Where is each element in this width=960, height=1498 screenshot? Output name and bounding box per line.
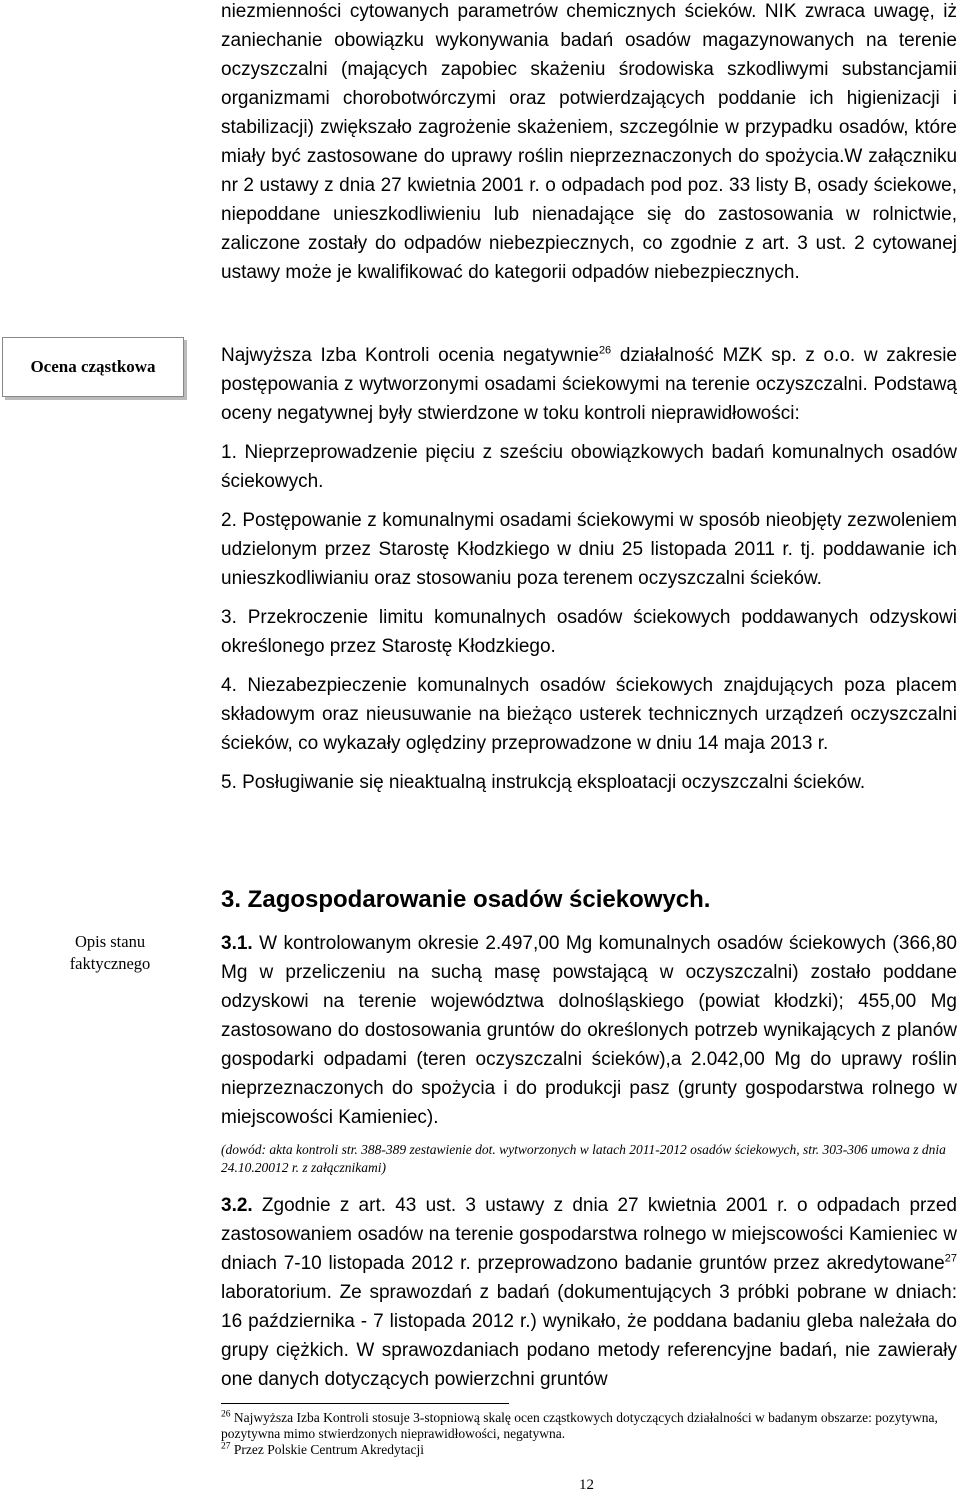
ocena-intro-text: Najwyższa Izba Kontroli ocenia negatywnie [221,345,599,366]
paragraph-text: W kontrolowanym okresie 2.497,00 Mg komunalnych osadów ściekowych (366,80 Mg w przeliczeniu na suchą masę powstającą w oczyszczalni) zostało poddane odzyskowi na terenie województwa dolnośląskiego (powiat kłodzki); 455,00 Mg zastosowano do dostosowania gruntów do określonych potrzeb wynikających z planów gospodarki odpadami (teren oczyszczalni ścieków),a 2.042,00 Mg do uprawy roślin nieprzeznaczonych do spożycia i do produkcji pasz (grunty gospodarstwa rolnego w miejscowości Kamieniec). [221,933,957,1128]
side-label-line: faktycznego [69,954,151,973]
page-number: 12 [579,1477,594,1493]
footnotes [221,1410,957,1458]
paragraph-number: 3.1. [221,933,253,954]
ocena-item: 5. Posługiwanie się nieaktualną instrukcją eksploatacji oczyszczalni ścieków. [221,772,866,793]
footnote-item [221,1442,957,1458]
side-label-line: Opis stanu [74,932,146,951]
ocena-section [221,341,957,797]
ocena-side-label [2,337,184,397]
section3-body [221,929,957,1394]
footnote-text: Najwyższa Izba Kontroli stosuje 3-stopniową skalę ocen cząstkowych dotyczących działalności w badanym obszarze: pozytywna, pozytywna mimo stwierdzonych nieprawidłowości, negatywna. [221,1410,938,1441]
ocena-item: 2. Postępowanie z komunalnymi osadami ściekowymi w sposób nieobjęty zezwoleniem udzielonym przez Starostę Kłodzkiego w dniu 25 listopada 2011 r. tj. poddawanie ich unieszkodliwianiu oraz stosowaniu poza terenem oczyszczalni ścieków. [221,510,957,589]
footnote-separator [221,1403,509,1404]
paragraph-text: Zgodnie z art. 43 ust. 3 ustawy z dnia 27 kwietnia 2001 r. o odpadach przed zastosowaniem osadów na terenie gospodarstwa rolnego w miejscowości Kamieniec w dniach 7-10 listopada 2012 r. przeprowadzono badanie gruntów przez akredytowane [221,1195,957,1274]
paragraph-number: 3.2. [221,1195,253,1216]
paragraph-text: laboratorium. Ze sprawozdań z badań (dokumentujących 3 próbki pobrane w dniach: 16 października - 7 listopada 2012 r.) wynikało, że poddana badaniu gleba należała do grupy ciężkich. W sprawozdaniach podano metody referencyjne badań, nie zawierały one danych dotyczących powierzchni gruntów [221,1282,957,1390]
intro-paragraph [221,0,957,287]
paragraph-text: W załączniku nr 2 ustawy z dnia 27 kwietnia 2001 r. o odpadach pod poz. 33 listy B, osady ściekowe, niepoddane unieszkodliwieniu lub nienadające się do zastosowania w rolnictwie, zaliczone zostały do odpadów niebezpiecznych, co zgodnie z art. 3 ust. 2 cytowanej ustawy może je kwalifikować do kategorii odpadów niebezpiecznych. [221,146,958,283]
section-heading-block [221,885,957,915]
paragraph-3-1 [221,929,957,1132]
paragraph-3-2 [221,1191,957,1394]
ocena-intro-text: działalność MZK sp. z o.o. w zakresie postępowania z wytworzonymi osadami ściekowymi na terenie oczyszczalni. Podstawą oceny negatywnej były stwierdzone w toku kontroli nieprawidłowości: [221,345,957,424]
opis-side-label [40,931,180,975]
footnote-number: 26 [221,1409,231,1420]
paragraph-text: niezmienności cytowanych parametrów chemicznych ścieków. NIK zwraca uwagę, iż zaniechanie obowiązku wykonywania badań osadów magazynowanych na terenie oczyszczalni (mających zapobiec skażeniu środowiska szkodliwymi substancjamii organizmami chorobotwórczymi oraz potwierdzających poddanie ich higienizacji i stabilizacji) zwiększało zagrożenie skażeniem, szczególnie w przypadku osadów, które miały być zastosowane do uprawy roślin nieprzeznaczonych do spożycia. [221,1,957,167]
footnote-ref: 26 [598,344,612,357]
side-label-text: Ocena cząstkowa [30,357,156,376]
footnote-ref: 27 [944,1252,957,1265]
footnote-item [221,1410,957,1442]
footnote-text: Przez Polskie Centrum Akredytacji [230,1442,424,1457]
ocena-intro [221,341,957,428]
section-heading: 3. Zagospodarowanie osadów ściekowych. [221,886,711,913]
ocena-item: 4. Niezabezpieczenie komunalnych osadów ściekowych znajdujących poza placem składowym oraz nieusuwanie na bieżąco usterek technicznych urządzeń oczyszczalni ścieków, co wykazały oględziny przeprowadzone w dniu 14 maja 2013 r. [221,675,957,754]
ocena-item: 1. Nieprzeprowadzenie pięciu z sześciu obowiązkowych badań komunalnych osadów ściekowych. [221,442,957,492]
ocena-item: 3. Przekroczenie limitu komunalnych osadów ściekowych poddawanych odzyskowi określonego przez Starostę Kłodzkiego. [221,607,957,657]
evidence-note: (dowód: akta kontroli str. 388-389 zestawienie dot. wytworzonych w latach 2011-2012 osadów ściekowych, str. 303-306 umowa z dnia 24.10.20012 r. z załącznikami) [221,1142,946,1175]
footnote-number: 27 [221,1441,231,1452]
